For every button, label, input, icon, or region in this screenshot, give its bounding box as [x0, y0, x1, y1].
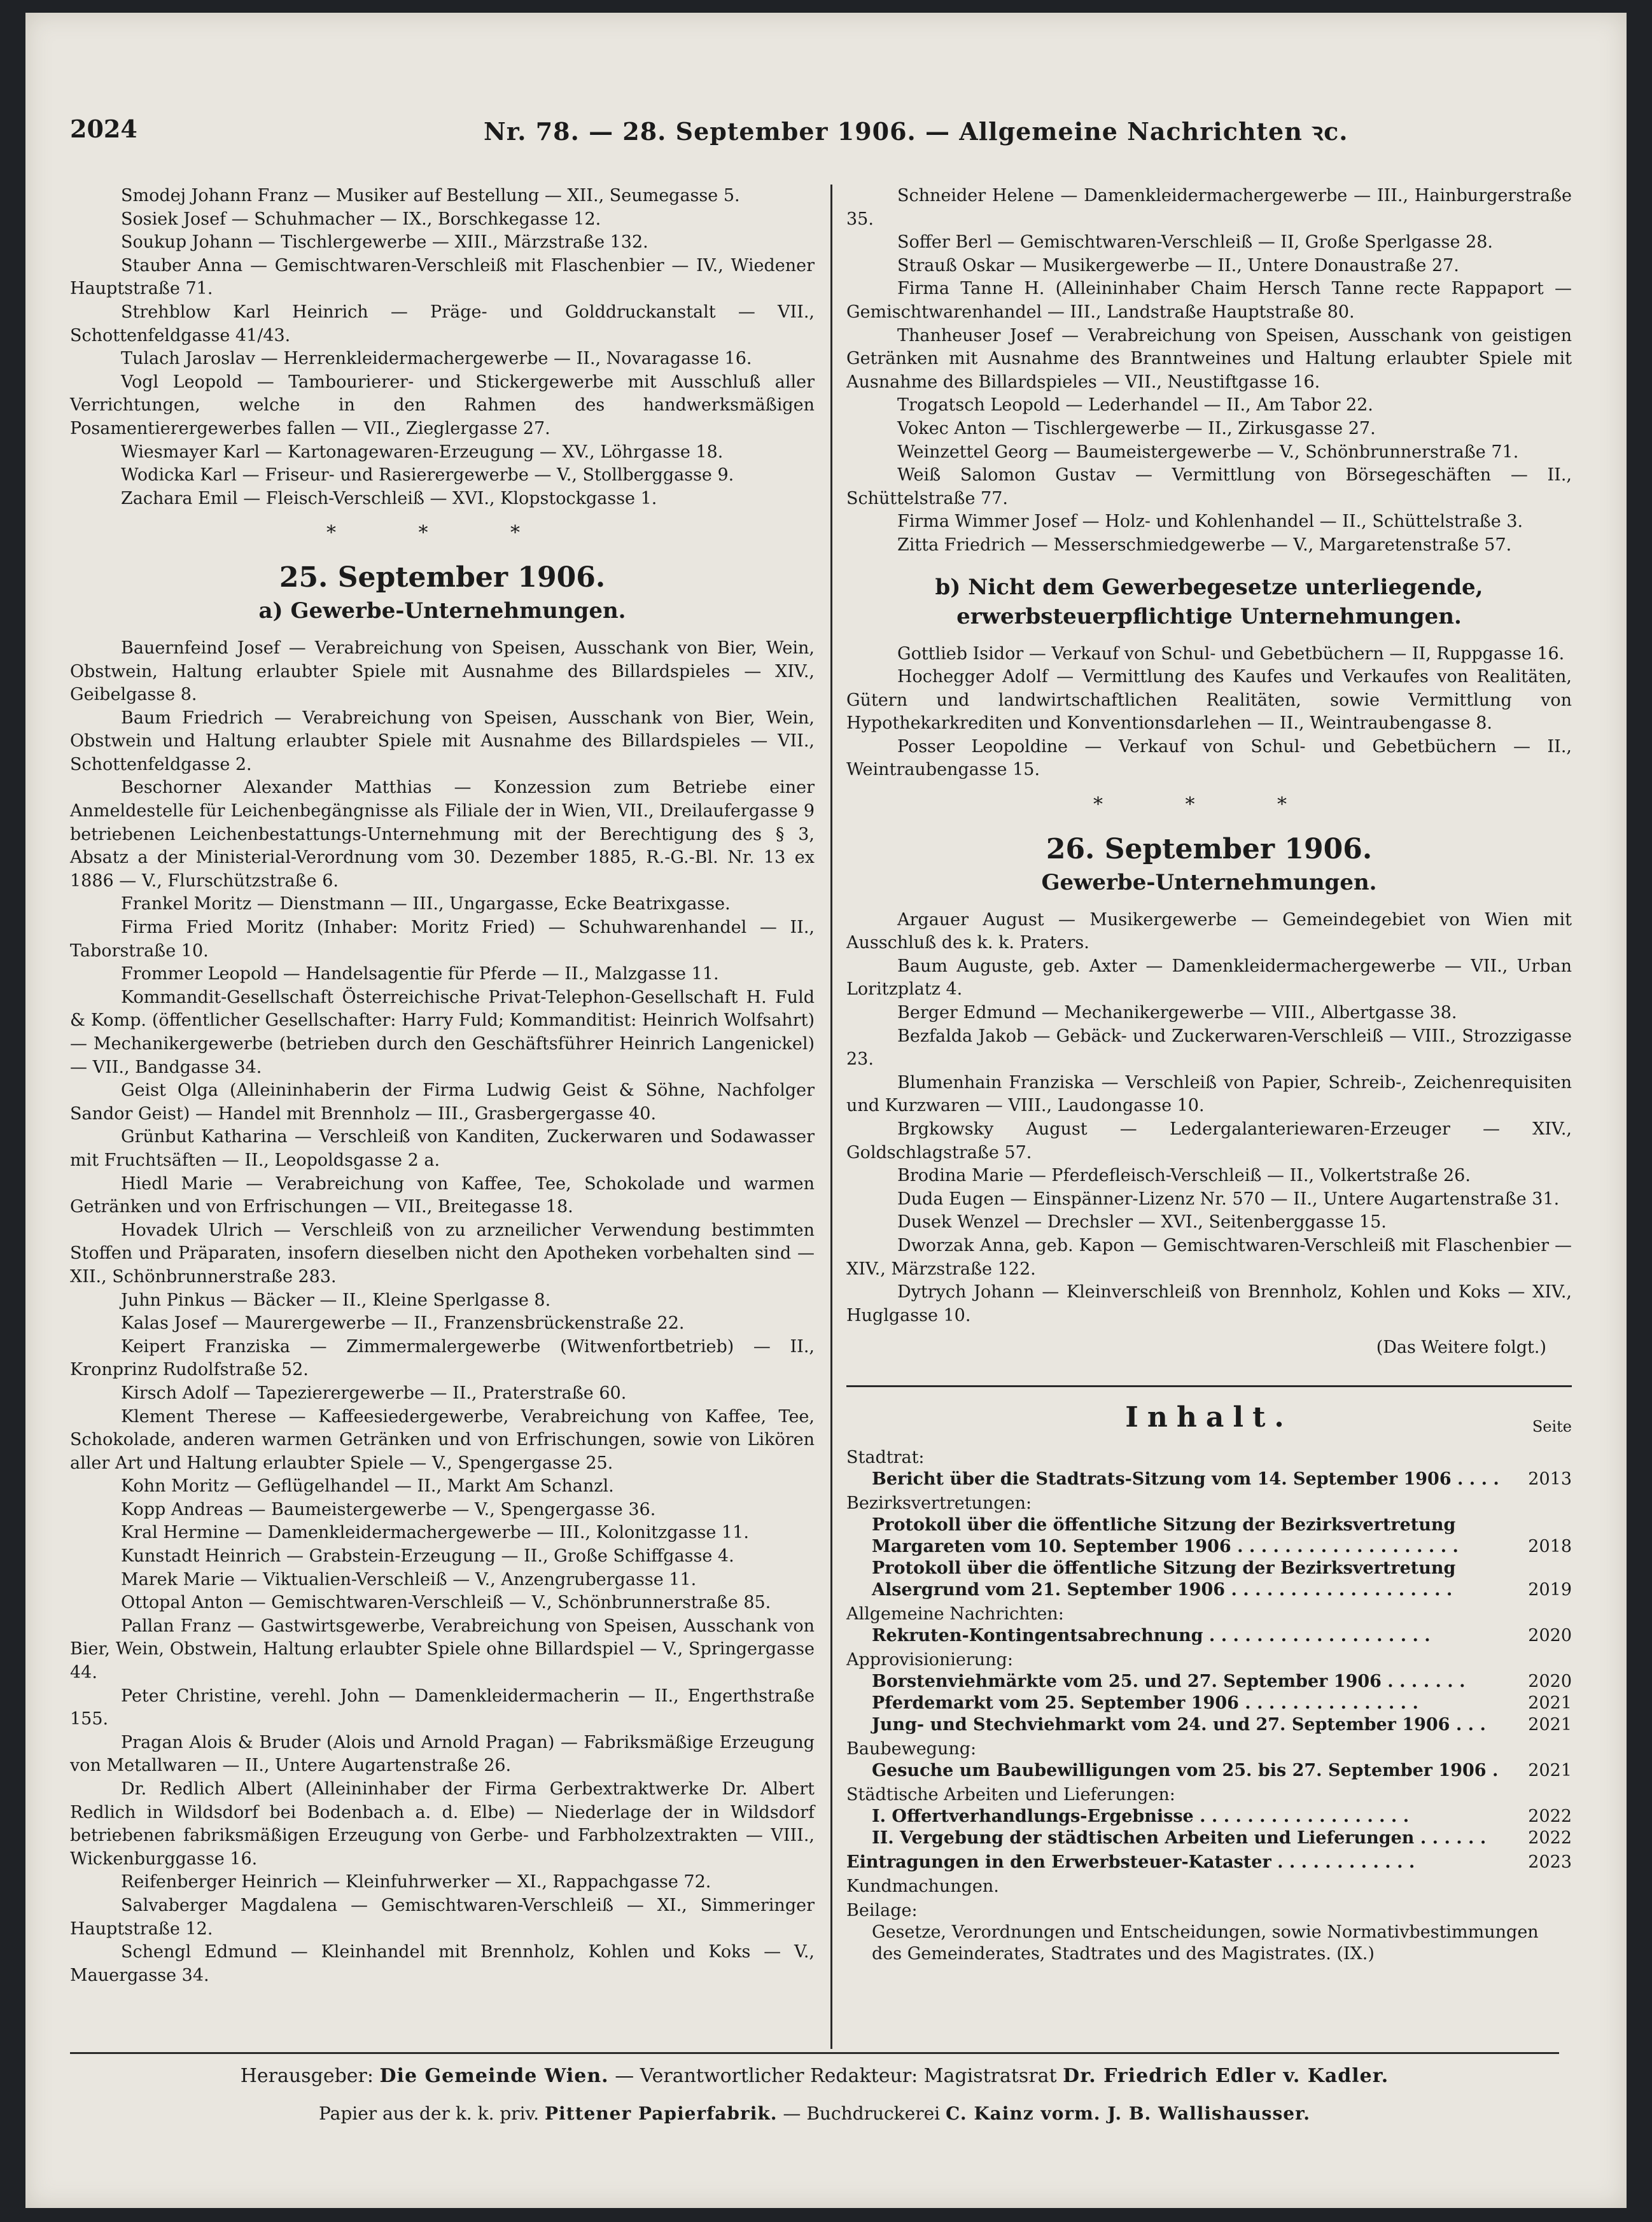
register-entry: Keipert Franziska — Zimmermalergewerbe (Witwenfortbetrieb) — II., Kronprinz Rudolfstraße 52.: [70, 1336, 815, 1380]
page-number: 2024: [70, 115, 137, 143]
toc-group-label: [846, 1784, 1572, 1806]
toc-group: [846, 1784, 1572, 1849]
register-entry: Trogatsch Leopold — Lederhandel — II., Am Tabor 22.: [897, 395, 1373, 416]
toc-item: [846, 1827, 1572, 1849]
toc-group-label-text: Beilage:: [846, 1900, 918, 1920]
footer-paper-prefix: Papier aus der k. k. priv.: [319, 2103, 540, 2124]
register-entry: Vokec Anton — Tischlergewerbe — II., Zirkusgasse 27.: [897, 418, 1376, 438]
toc-item: [846, 1558, 1572, 1601]
register-entry: Salvaberger Magdalena — Gemischtwaren-Verschleiß — XI., Simmeringer Hauptstraße 12.: [70, 1895, 815, 1939]
toc-group-label-text: Baubewegung:: [846, 1738, 977, 1759]
toc-group: [846, 1649, 1572, 1736]
register-entry: Weiß Salomon Gustav — Vermittlung von Börsegeschäften — II., Schüttelstraße 77.: [846, 465, 1572, 508]
register-entry: Geist Olga (Alleininhaberin der Firma Ludwig Geist & Söhne, Nachfolger Sandor Geist) — Handel mit Brennholz — III., Grasbergergasse 40.: [70, 1080, 815, 1124]
toc-group-label: [846, 1604, 1572, 1625]
footer-printer-prefix: — Buchdruckerei: [783, 2103, 941, 2124]
register-entry: Hovadek Ulrich — Verschleiß von zu arzneilicher Verwendung bestimmten Stoffen und Präparaten, insofern dieselben nicht den Apotheken vorbehalten sind — XII., Schönbrunnerstraße 283.: [70, 1220, 815, 1287]
toc-page-number: 2022: [1528, 1806, 1572, 1826]
entries-list-26-september: [846, 909, 1572, 1328]
toc-item-text: Rekruten-Kontingentsabrechnung . . . . . . . . . . . . . . . . . . .: [872, 1625, 1431, 1646]
entries-list-continued: [70, 185, 815, 510]
register-entry: Blumenhain Franziska — Verschleiß von Papier, Schreib-, Zeichenrequisiten und Kurzwaren — VIII., Laudongasse 10.: [846, 1072, 1572, 1116]
register-entry: Marek Marie — Viktualien-Verschleiß — V., Anzengrubergasse 11.: [121, 1569, 697, 1590]
toc-group: [846, 1738, 1572, 1782]
toc-header: [846, 1401, 1572, 1444]
toc-page-number: 2021: [1528, 1714, 1572, 1735]
footer-publisher: Die Gemeinde Wien.: [379, 2065, 609, 2087]
register-entry: Hochegger Adolf — Vermittlung des Kaufes und Verkaufes von Realitäten, Gütern und landwirtschaftlichen Realitäten, sowie Vermittlung von Hypothekarkrediten und Konventionsdarlehen — II., Weintraubengasse 8.: [846, 667, 1572, 734]
register-entry: Stauber Anna — Gemischtwaren-Verschleiß mit Flaschenbier — IV., Wiedener Hauptstraße 71.: [70, 255, 815, 299]
entries-list-erwerbsteuer: [846, 643, 1572, 783]
footer-printer-line: [70, 2103, 1559, 2124]
toc-page-number: 2013: [1528, 1469, 1572, 1489]
toc-item: [846, 1760, 1572, 1782]
register-entry: Frommer Leopold — Handelsagentie für Pferde — II., Malzgasse 11.: [121, 964, 719, 984]
register-entry: Argauer August — Musikergewerbe — Gemeindegebiet von Wien mit Ausschluß des k. k. Praters.: [846, 909, 1572, 953]
entries-list-continued-right: [846, 185, 1572, 557]
register-entry: Posser Leopoldine — Verkauf von Schul- und Gebetbüchern — II., Weintraubengasse 15.: [846, 736, 1572, 780]
footer-printer: C. Kainz vorm. J. B. Wallishausser.: [946, 2103, 1310, 2124]
column-divider: [830, 185, 832, 2049]
footer-rule: [70, 2052, 1559, 2054]
toc-group-label-text: Allgemeine Nachrichten:: [846, 1604, 1064, 1624]
toc-page-number: 2021: [1528, 1693, 1572, 1713]
toc-item: [846, 1714, 1572, 1736]
register-entry: Wodicka Karl — Friseur- und Rasierergewerbe — V., Stollberggasse 9.: [121, 465, 734, 486]
section-heading-erwerbsteuer: b) Nicht dem Gewerbegesetze unterliegende, erwerbsteuerpflichtige Unternehmungen.: [935, 574, 1483, 629]
toc-group-label: [846, 1738, 1572, 1760]
toc-group: [846, 1900, 1572, 1965]
toc-groups: [846, 1447, 1572, 1965]
toc-page-number: 2020: [1528, 1671, 1572, 1691]
register-entry: Klement Therese — Kaffeesiedergewerbe, Verabreichung von Kaffee, Tee, Schokolade, anderen warmen Getränken und von Erfrischungen, sowie von Likören aller Art und Haltung erlaubter Spiele — V., Spengergasse 25.: [70, 1406, 815, 1473]
register-entry: Zitta Friedrich — Messerschmiedgewerbe — V., Margaretenstraße 57.: [897, 535, 1512, 555]
toc-item: [846, 1514, 1572, 1558]
toc-group: [846, 1493, 1572, 1601]
register-entry: Schneider Helene — Damenkleidermachergewerbe — III., Hainburgerstraße 35.: [846, 186, 1572, 229]
toc-item-text: II. Vergebung der städtischen Arbeiten und Lieferungen . . . . . .: [872, 1827, 1487, 1848]
toc-page-number: 2022: [1528, 1827, 1572, 1848]
section-heading-gewerbe-26: Gewerbe-Unternehmungen.: [1041, 869, 1377, 895]
date-heading-26: 26. September 1906.: [1046, 833, 1373, 866]
toc-group-label-text: Approvisionierung:: [846, 1649, 1013, 1670]
register-entry: Tulach Jaroslav — Herrenkleidermachergewerbe — II., Novaragasse 16.: [121, 349, 752, 369]
toc-page-number: 2020: [1528, 1625, 1572, 1646]
entries-list-25-september: [70, 637, 815, 1987]
toc-group-label-text: Kundmachungen.: [846, 1876, 999, 1896]
register-entry: Smodej Johann Franz — Musiker auf Bestellung — XII., Seumegasse 5.: [121, 186, 740, 206]
register-entry: Baum Friedrich — Verabreichung von Speisen, Ausschank von Bier, Wein, Obstwein und Haltung erlaubter Spiele mit Ausnahme des Billardspieles — VII., Schottenfeldgasse 2.: [70, 708, 815, 774]
toc-group: [846, 1852, 1572, 1873]
register-entry: Gottlieb Isidor — Verkauf von Schul- und Gebetbüchern — II, Ruppgasse 16.: [897, 643, 1565, 664]
register-entry: Weinzettel Georg — Baumeistergewerbe — V., Schönbrunnerstraße 71.: [897, 442, 1519, 462]
toc-group-label-text: Bezirksvertretungen:: [846, 1493, 1032, 1513]
register-entry: Reifenberger Heinrich — Kleinfuhrwerker — XI., Rappachgasse 72.: [121, 1872, 711, 1892]
register-entry: Kirsch Adolf — Tapezierergewerbe — II., Praterstraße 60.: [121, 1383, 627, 1403]
date-heading-25: 25. September 1906.: [279, 561, 606, 594]
toc-group: [846, 1876, 1572, 1897]
toc-item-text: Jung- und Stechviehmarkt vom 24. und 27. September 1906 . . .: [872, 1714, 1486, 1735]
toc-item-text: Protokoll über die öffentliche Sitzung der Bezirksvertretung Alsergrund vom 21. September 1906 . . . . . . . . . . . . . . . . . . .: [872, 1558, 1456, 1600]
register-entry: Brodina Marie — Pferdefleisch-Verschleiß — II., Volkertstraße 26.: [897, 1166, 1471, 1186]
register-entry: Sosiek Josef — Schuhmacher — IX., Borschkegasse 12.: [121, 209, 601, 229]
register-entry: Dworzak Anna, geb. Kapon — Gemischtwaren-Verschleiß mit Flaschenbier — XIV., Märzstraße 122.: [846, 1235, 1572, 1279]
toc-item-text: Pferdemarkt vom 25. September 1906 . . . . . . . . . . . . . . .: [872, 1693, 1418, 1713]
register-entry: Firma Wimmer Josef — Holz- und Kohlenhandel — II., Schüttelstraße 3.: [897, 512, 1523, 532]
toc-group-label-text: Stadtrat:: [846, 1447, 925, 1467]
table-of-contents: [846, 1401, 1572, 1965]
register-entry: Berger Edmund — Mechanikergewerbe — VIII., Albertgasse 38.: [897, 1003, 1457, 1023]
section-separator-stars-right: * * *: [1093, 793, 1326, 816]
register-entry: Frankel Moritz — Dienstmann — III., Ungargasse, Ecke Beatrixgasse.: [121, 894, 731, 914]
toc-group: [846, 1604, 1572, 1647]
register-entry: Kohn Moritz — Geflügelhandel — II., Markt Am Schanzl.: [121, 1476, 614, 1497]
footer-editor: Dr. Friedrich Edler v. Kadler.: [1063, 2065, 1389, 2087]
toc-group-label: [846, 1649, 1572, 1671]
footer-publisher-line: [70, 2065, 1559, 2087]
footer-publisher-prefix: Herausgeber:: [240, 2065, 374, 2087]
toc-item: [846, 1693, 1572, 1714]
register-entry: Hiedl Marie — Verabreichung von Kaffee, Tee, Schokolade und warmen Getränken und von Erfrischungen — VII., Breitegasse 18.: [70, 1173, 815, 1217]
toc-page-number: 2019: [1528, 1579, 1572, 1600]
page-header: [70, 108, 1559, 146]
toc-divider: [846, 1385, 1572, 1387]
toc-page-label: Seite: [1532, 1417, 1572, 1436]
register-entry: Kommandit-Gesellschaft Österreichische Privat-Telephon-Gesellschaft H. Fuld & Komp. (öffentlicher Gesellschafter: Harry Fuld; Kommanditist: Heinrich Wolfsahrt) — Mechanikergewerbe (betrieben durch den Geschäftsführer Heinrich Langenickel) — VII., Bandgasse 34.: [70, 987, 815, 1077]
register-entry: Firma Fried Moritz (Inhaber: Moritz Fried) — Schuhwarenhandel — II., Taborstraße 10.: [70, 918, 815, 961]
toc-group-label: [846, 1447, 1572, 1469]
section-separator-stars: * * *: [326, 522, 559, 545]
masthead: Nr. 78. — 28. September 1906. — Allgemeine Nachrichten ꝛc.: [484, 117, 1348, 146]
register-entry: Kral Hermine — Damenkleidermachergewerbe — III., Kolonitzgasse 11.: [121, 1523, 749, 1543]
register-entry: Grünbut Katharina — Verschleiß von Kanditen, Zuckerwaren und Sodawasser mit Fruchtsäften — II., Leopoldsgasse 2 a.: [70, 1127, 815, 1170]
toc-page-number: 2021: [1528, 1760, 1572, 1780]
register-entry: Peter Christine, verehl. John — Damenkleidermacherin — II., Engerthstraße 155.: [70, 1686, 815, 1729]
register-entry: Soffer Berl — Gemischtwaren-Verschleiß — II, Große Sperlgasse 28.: [897, 232, 1494, 253]
register-entry: Pallan Franz — Gastwirtsgewerbe, Verabreichung von Speisen, Ausschank von Bier, Wein, Obstwein, Haltung erlaubter Spiele ohne Billardspiel — V., Springergasse 44.: [70, 1616, 815, 1683]
register-entry: Soukup Johann — Tischlergewerbe — XIII., Märzstraße 132.: [121, 232, 648, 253]
register-entry: Kalas Josef — Maurergewerbe — II., Franzensbrückenstraße 22.: [121, 1313, 685, 1334]
register-entry: Kunstadt Heinrich — Grabstein-Erzeugung — II., Große Schiffgasse 4.: [121, 1546, 734, 1567]
register-entry: Pragan Alois & Bruder (Alois und Arnold Pragan) — Fabriksmäßige Erzeugung von Metallwaren — II., Untere Augartenstraße 26.: [70, 1732, 815, 1776]
toc-item-text: Bericht über die Stadtrats-Sitzung vom 14. September 1906 . . . .: [872, 1469, 1499, 1489]
register-entry: Beschorner Alexander Matthias — Konzession zum Betriebe einer Anmeldestelle für Leichenbegängnisse als Filiale der in Wien, VII., Dreilaufergasse 9 betriebenen Leichenbestattungs-Unternehmung mit der Berechtigung des § 3, Absatz a der Ministerial-Verordnung vom 30. Dezember 1885, R.-G.-Bl. Nr. 13 ex 1886 — V., Flurschützstraße 6.: [70, 778, 815, 891]
toc-page-number: 2023: [1528, 1852, 1572, 1872]
footer-paper-mill: Pittener Papierfabrik.: [544, 2103, 778, 2124]
register-entry: Duda Eugen — Einspänner-Lizenz Nr. 570 — II., Untere Augartenstraße 31.: [897, 1189, 1560, 1209]
left-column: [70, 185, 815, 1987]
register-entry: Firma Tanne H. (Alleininhaber Chaim Hersch Tanne recte Rappaport — Gemischtwarenhandel — III., Landstraße Hauptstraße 80.: [846, 279, 1572, 322]
register-entry: Vogl Leopold — Tambourierer- und Stickergewerbe mit Ausschluß aller Verrichtungen, welche in den Rahmen des handwerksmäßigen Posamentierergewerbes fallen — VII., Zieglergasse 27.: [70, 372, 815, 438]
register-entry: Bezfalda Jakob — Gebäck- und Zuckerwaren-Verschleiß — VIII., Strozzigasse 23.: [846, 1026, 1572, 1070]
toc-item: [846, 1469, 1572, 1490]
register-entry: Wiesmayer Karl — Kartonagewaren-Erzeugung — XV., Löhrgasse 18.: [121, 442, 724, 462]
toc-page-number: 2018: [1528, 1536, 1572, 1556]
continued-note: (Das Weitere folgt.): [1376, 1338, 1546, 1358]
toc-item: [846, 1671, 1572, 1693]
register-entry: Strauß Oskar — Musikergewerbe — II., Untere Donaustraße 27.: [897, 255, 1459, 276]
toc-group-label-text: Eintragungen in den Erwerbsteuer-Kataster . . . . . . . . . . . .: [846, 1852, 1415, 1872]
toc-item-text: Gesuche um Baubewilligungen vom 25. bis 27. September 1906 .: [872, 1760, 1499, 1780]
register-entry: Bauernfeind Josef — Verabreichung von Speisen, Ausschank von Bier, Wein, Obstwein, Haltung erlaubter Spiele mit Ausnahme des Billardspieles — XIV., Geibelgasse 8.: [70, 638, 815, 705]
toc-note: Gesetze, Verordnungen und Entscheidungen, sowie Normativbestimmungen des Gemeinderates, Stadtrates und des Magistrates. (IX.): [872, 1922, 1539, 1964]
register-entry: Zachara Emil — Fleisch-Verschleiß — XVI., Klopstockgasse 1.: [121, 488, 657, 508]
toc-group-label-text: Städtische Arbeiten und Lieferungen:: [846, 1784, 1175, 1805]
register-entry: Baum Auguste, geb. Axter — Damenkleidermachergewerbe — VII., Urban Loritzplatz 4.: [846, 956, 1572, 1000]
right-column: [846, 185, 1572, 1965]
register-entry: Dusek Wenzel — Drechsler — XVI., Seitenberggasse 15.: [897, 1212, 1387, 1233]
register-entry: Strehblow Karl Heinrich — Präge- und Golddruckanstalt — VII., Schottenfeldgasse 41/43.: [70, 302, 815, 346]
register-entry: Kopp Andreas — Baumeistergewerbe — V., Spengergasse 36.: [121, 1499, 656, 1520]
toc-item: [846, 1806, 1572, 1827]
register-entry: Juhn Pinkus — Bäcker — II., Kleine Sperlgasse 8.: [121, 1290, 551, 1310]
toc-group: [846, 1447, 1572, 1490]
toc-item-text: Borstenviehmärkte vom 25. und 27. September 1906 . . . . . . .: [872, 1671, 1466, 1691]
register-entry: Dytrych Johann — Kleinverschleiß von Brennholz, Kohlen und Koks — XIV., Huglgasse 10.: [846, 1282, 1572, 1325]
footer-editor-prefix: — Verantwortlicher Redakteur: Magistratsrat: [615, 2065, 1057, 2087]
toc-group-label: [846, 1900, 1572, 1922]
toc-item: [846, 1625, 1572, 1647]
toc-title: Inhalt.: [1125, 1401, 1293, 1434]
register-entry: Dr. Redlich Albert (Alleininhaber der Firma Gerbextraktwerke Dr. Albert Redlich in Wildsdorf bei Bodenbach a. d. Elbe) — Niederlage der in Wildsdorf betriebenen fabriksmäßigen Erzeugung von Gerbe- und Farbholzextrakten — VIII., Wickenburggasse 16.: [70, 1779, 815, 1869]
section-heading-gewerbe: a) Gewerbe-Unternehmungen.: [258, 597, 626, 624]
register-entry: Schengl Edmund — Kleinhandel mit Brennholz, Kohlen und Koks — V., Mauergasse 34.: [70, 1942, 815, 1985]
register-entry: Thanheuser Josef — Verabreichung von Speisen, Ausschank von geistigen Getränken mit Ausnahme des Branntweines und Haltung erlaubter Spiele mit Ausnahme des Billardspieles — VII., Neustiftgasse 16.: [846, 325, 1572, 392]
register-entry: Ottopal Anton — Gemischtwaren-Verschleiß — V., Schönbrunnerstraße 85.: [121, 1593, 771, 1613]
toc-group-label: [846, 1852, 1572, 1873]
toc-item-text: I. Offertverhandlungs-Ergebnisse . . . . . . . . . . . . . . . . . .: [872, 1806, 1410, 1826]
register-entry: Brgkowsky August — Ledergalanteriewaren-Erzeuger — XIV., Goldschlagstraße 57.: [846, 1119, 1572, 1163]
toc-group-label: [846, 1876, 1572, 1897]
toc-item-text: Protokoll über die öffentliche Sitzung der Bezirksvertretung Margareten vom 10. September 1906 . . . . . . . . . . . . . . . . . . .: [872, 1514, 1459, 1556]
toc-group-label: [846, 1493, 1572, 1514]
